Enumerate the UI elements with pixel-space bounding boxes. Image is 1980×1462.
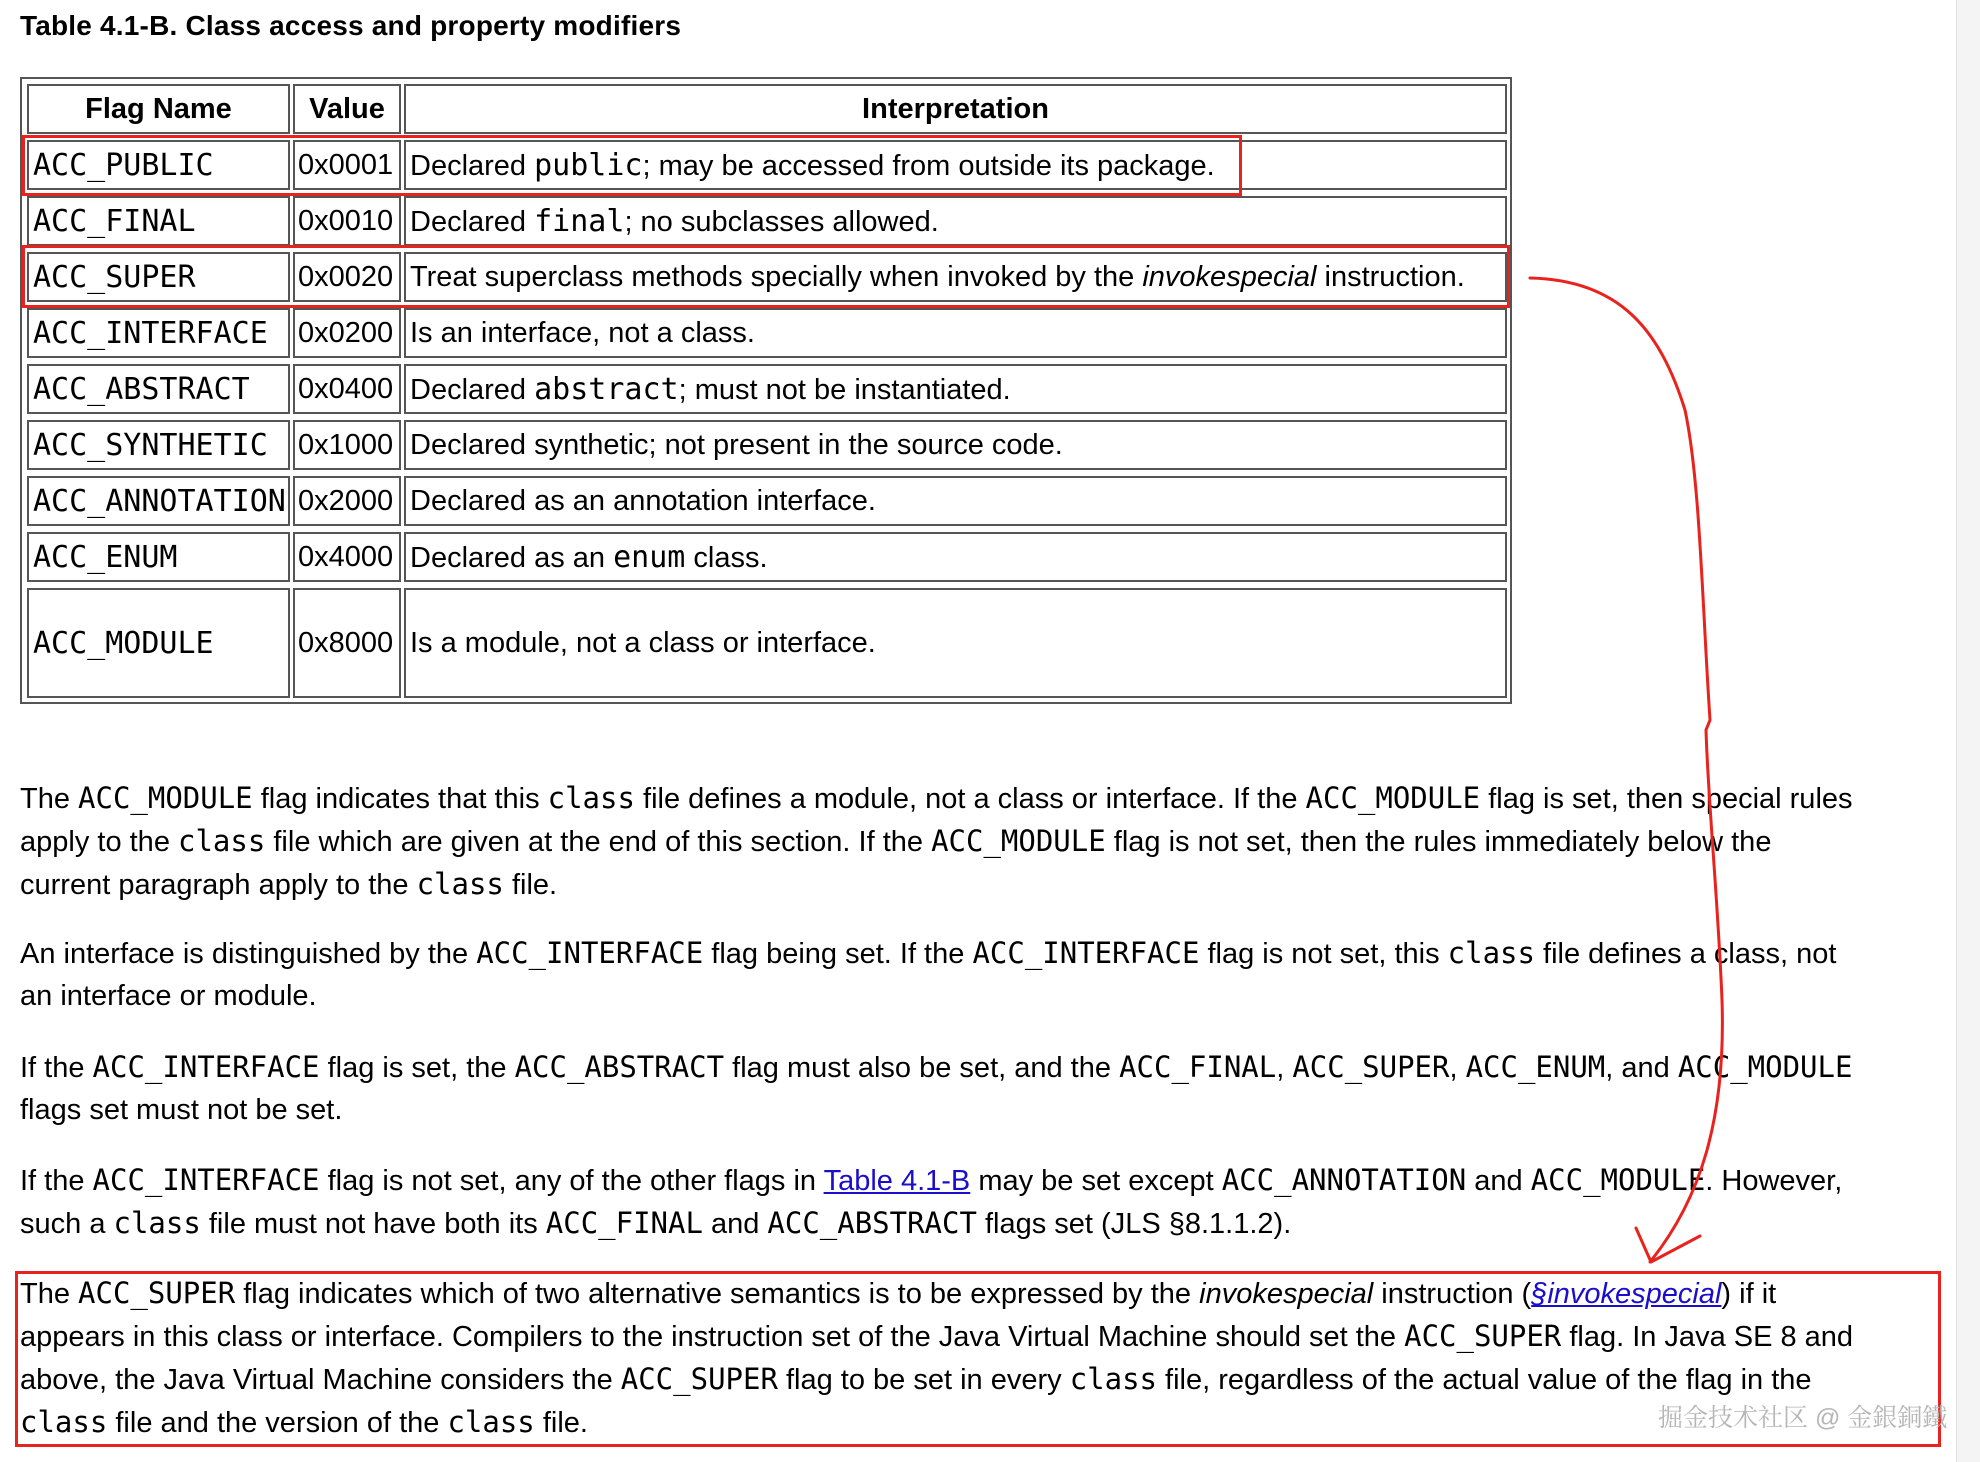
interpretation-code: abstract — [534, 371, 679, 407]
text-run: an interface or module. — [20, 980, 317, 1012]
inline-code: ACC_MODULE — [931, 824, 1106, 858]
inline-code: class — [178, 824, 266, 858]
flag-name: ACC_ANNOTATION — [33, 483, 286, 519]
header-cell: Flag Name — [27, 84, 290, 134]
flag-name: ACC_MODULE — [33, 625, 214, 661]
interpretation-code: final — [534, 203, 625, 239]
inline-code: ACC_INTERFACE — [972, 936, 1200, 970]
inline-code: ACC_MODULE — [1305, 781, 1481, 815]
text-run: ) if it — [1721, 1278, 1777, 1310]
header-cell: Interpretation — [404, 84, 1507, 134]
text-run: , — [1449, 1052, 1466, 1084]
text-run: file defines a module, not a class or interface. If the — [634, 783, 1306, 815]
text-run: above, the Java Virtual Machine considers the — [20, 1364, 621, 1396]
text-run: file. — [503, 869, 558, 901]
text-run: flag indicates that this — [252, 783, 548, 815]
inline-code: class — [1447, 936, 1535, 970]
text-run: If the — [20, 1052, 93, 1084]
interpretation-text-part: Is an interface, not a class. — [410, 316, 755, 349]
inline-code: ACC_ANNOTATION — [1221, 1163, 1467, 1197]
interpretation-text-part: class. — [685, 541, 768, 574]
inline-code: ACC_MODULE — [1677, 1050, 1853, 1084]
inline-code: ACC_INTERFACE — [92, 1050, 320, 1084]
text-run: An interface is distinguished by the — [20, 938, 477, 970]
text-run: and — [702, 1208, 768, 1240]
interpretation-text-part: Declared as an — [410, 541, 614, 574]
inline-code: class — [416, 867, 504, 901]
flag-value-cell: 0x8000 — [293, 588, 401, 698]
inline-code: ACC_SUPER — [1292, 1050, 1450, 1084]
text-run: such a — [20, 1208, 114, 1240]
text-run: file. — [534, 1407, 588, 1439]
flag-value-cell: 0x0200 — [293, 308, 401, 358]
text-run: If the — [20, 1165, 93, 1197]
interpretation-text-part: Is a module, not a class or interface. — [410, 626, 876, 659]
text-run: flag being set. If the — [703, 938, 973, 970]
text-run: , — [1276, 1052, 1293, 1084]
flag-name: ACC_INTERFACE — [33, 315, 268, 351]
text-run: appears in this class or interface. Compilers to the instruction set of the Java Virtual Machine should set the — [20, 1321, 1405, 1353]
inline-code: class — [20, 1405, 108, 1439]
text-run: and — [1466, 1165, 1531, 1197]
watermark: 掘金技术社区 @ 金銀銅鐵 — [1658, 1404, 1948, 1432]
flag-value-cell: 0x1000 — [293, 420, 401, 470]
inline-code: ACC_SUPER — [1404, 1319, 1562, 1353]
inline-code: ACC_INTERFACE — [92, 1163, 320, 1197]
text-run: The — [20, 1278, 79, 1310]
text-run: flag to be set in every — [777, 1364, 1070, 1396]
flag-value-cell: 0x0010 — [293, 196, 401, 246]
flag-value-cell: 0x0020 — [293, 252, 401, 302]
text-run: , and — [1605, 1052, 1678, 1084]
header-cell: Value — [293, 84, 401, 134]
interpretation-text-part: Declared — [410, 373, 535, 406]
text-run: flag is not set, any of the other flags in — [319, 1165, 824, 1197]
inline-code: ACC_INTERFACE — [476, 936, 704, 970]
flag-value-cell: 0x0400 — [293, 364, 401, 414]
text-run: flag is not set, this — [1199, 938, 1448, 970]
inline-code: ACC_SUPER — [78, 1276, 236, 1310]
text-run: current paragraph apply to the — [20, 869, 417, 901]
inline-code: ACC_SUPER — [620, 1362, 778, 1396]
interpretation-text-part: Declared as an annotation interface. — [410, 484, 876, 517]
text-run: flag is set, then special rules — [1480, 783, 1853, 815]
interpretation-text-part: ; must not be instantiated. — [678, 373, 1011, 406]
interpretation-code: public — [534, 147, 643, 183]
inline-code: ACC_FINAL — [1119, 1050, 1277, 1084]
text-run: flag. In Java SE 8 and — [1561, 1321, 1854, 1353]
text-run: file, regardless of the actual value of the flag in the — [1157, 1364, 1812, 1396]
emphasis: invokespecial — [1199, 1278, 1374, 1310]
flag-name: ACC_SYNTHETIC — [33, 427, 268, 463]
flag-name: ACC_SUPER — [33, 259, 196, 295]
text-run: . However, — [1705, 1165, 1843, 1197]
interpretation-text-part: instruction. — [1316, 260, 1465, 293]
interpretation-text-part: ; no subclasses allowed. — [624, 205, 939, 238]
flag-value-cell: 0x2000 — [293, 476, 401, 526]
text-run: may be set except — [970, 1165, 1222, 1197]
inline-code: class — [547, 781, 635, 815]
inline-code: class — [1069, 1362, 1157, 1396]
interpretation-code: enum — [613, 539, 686, 575]
text-run: instruction ( — [1373, 1278, 1532, 1310]
interpretation-text-part: Declared — [410, 205, 535, 238]
text-run: flag is set, the — [319, 1052, 515, 1084]
text-run: flag indicates which of two alternative semantics is to be expressed by the — [235, 1278, 1200, 1310]
cross-reference-link[interactable]: §invokespecial — [1531, 1278, 1722, 1310]
inline-code: class — [113, 1206, 201, 1240]
inline-code: ACC_ABSTRACT — [514, 1050, 725, 1084]
text-run: flag must also be set, and the — [724, 1052, 1120, 1084]
interpretation-emphasis: invokespecial — [1142, 260, 1317, 293]
flag-value-cell: 0x4000 — [293, 532, 401, 582]
text-run: flags set must not be set. — [20, 1094, 343, 1126]
text-run: file defines a class, not — [1534, 938, 1837, 970]
flag-name: ACC_FINAL — [33, 203, 196, 239]
inline-code: ACC_ENUM — [1465, 1050, 1606, 1084]
text-run: file which are given at the end of this section. If the — [265, 826, 932, 858]
inline-code: ACC_ABSTRACT — [767, 1206, 977, 1240]
text-run: apply to the — [20, 826, 178, 858]
flag-value-cell: 0x0001 — [293, 140, 401, 190]
interpretation-text-part: ; may be accessed from outside its package. — [642, 149, 1215, 182]
text-run: file and the version of the — [107, 1407, 448, 1439]
inline-code: ACC_MODULE — [78, 781, 253, 815]
inline-code: class — [447, 1405, 535, 1439]
flag-name: ACC_PUBLIC — [33, 147, 214, 183]
text-run: flags set (JLS §8.1.1.2). — [976, 1208, 1292, 1240]
flag-name: ACC_ABSTRACT — [33, 371, 250, 407]
table-caption: Table 4.1-B. Class access and property modifiers — [20, 10, 682, 41]
inline-code: ACC_FINAL — [545, 1206, 703, 1240]
inline-code: ACC_MODULE — [1530, 1163, 1706, 1197]
interpretation-text-part: Declared — [410, 149, 535, 182]
text-run: flag is not set, then the rules immediately below the — [1105, 826, 1772, 858]
interpretation-text-part: Treat superclass methods specially when invoked by the — [410, 260, 1143, 293]
text-run: The — [20, 783, 79, 815]
flag-name: ACC_ENUM — [33, 539, 178, 575]
cross-reference-link[interactable]: Table 4.1-B — [823, 1165, 971, 1197]
text-run: file must not have both its — [200, 1208, 546, 1240]
interpretation-text-part: Declared synthetic; not present in the source code. — [410, 428, 1063, 461]
